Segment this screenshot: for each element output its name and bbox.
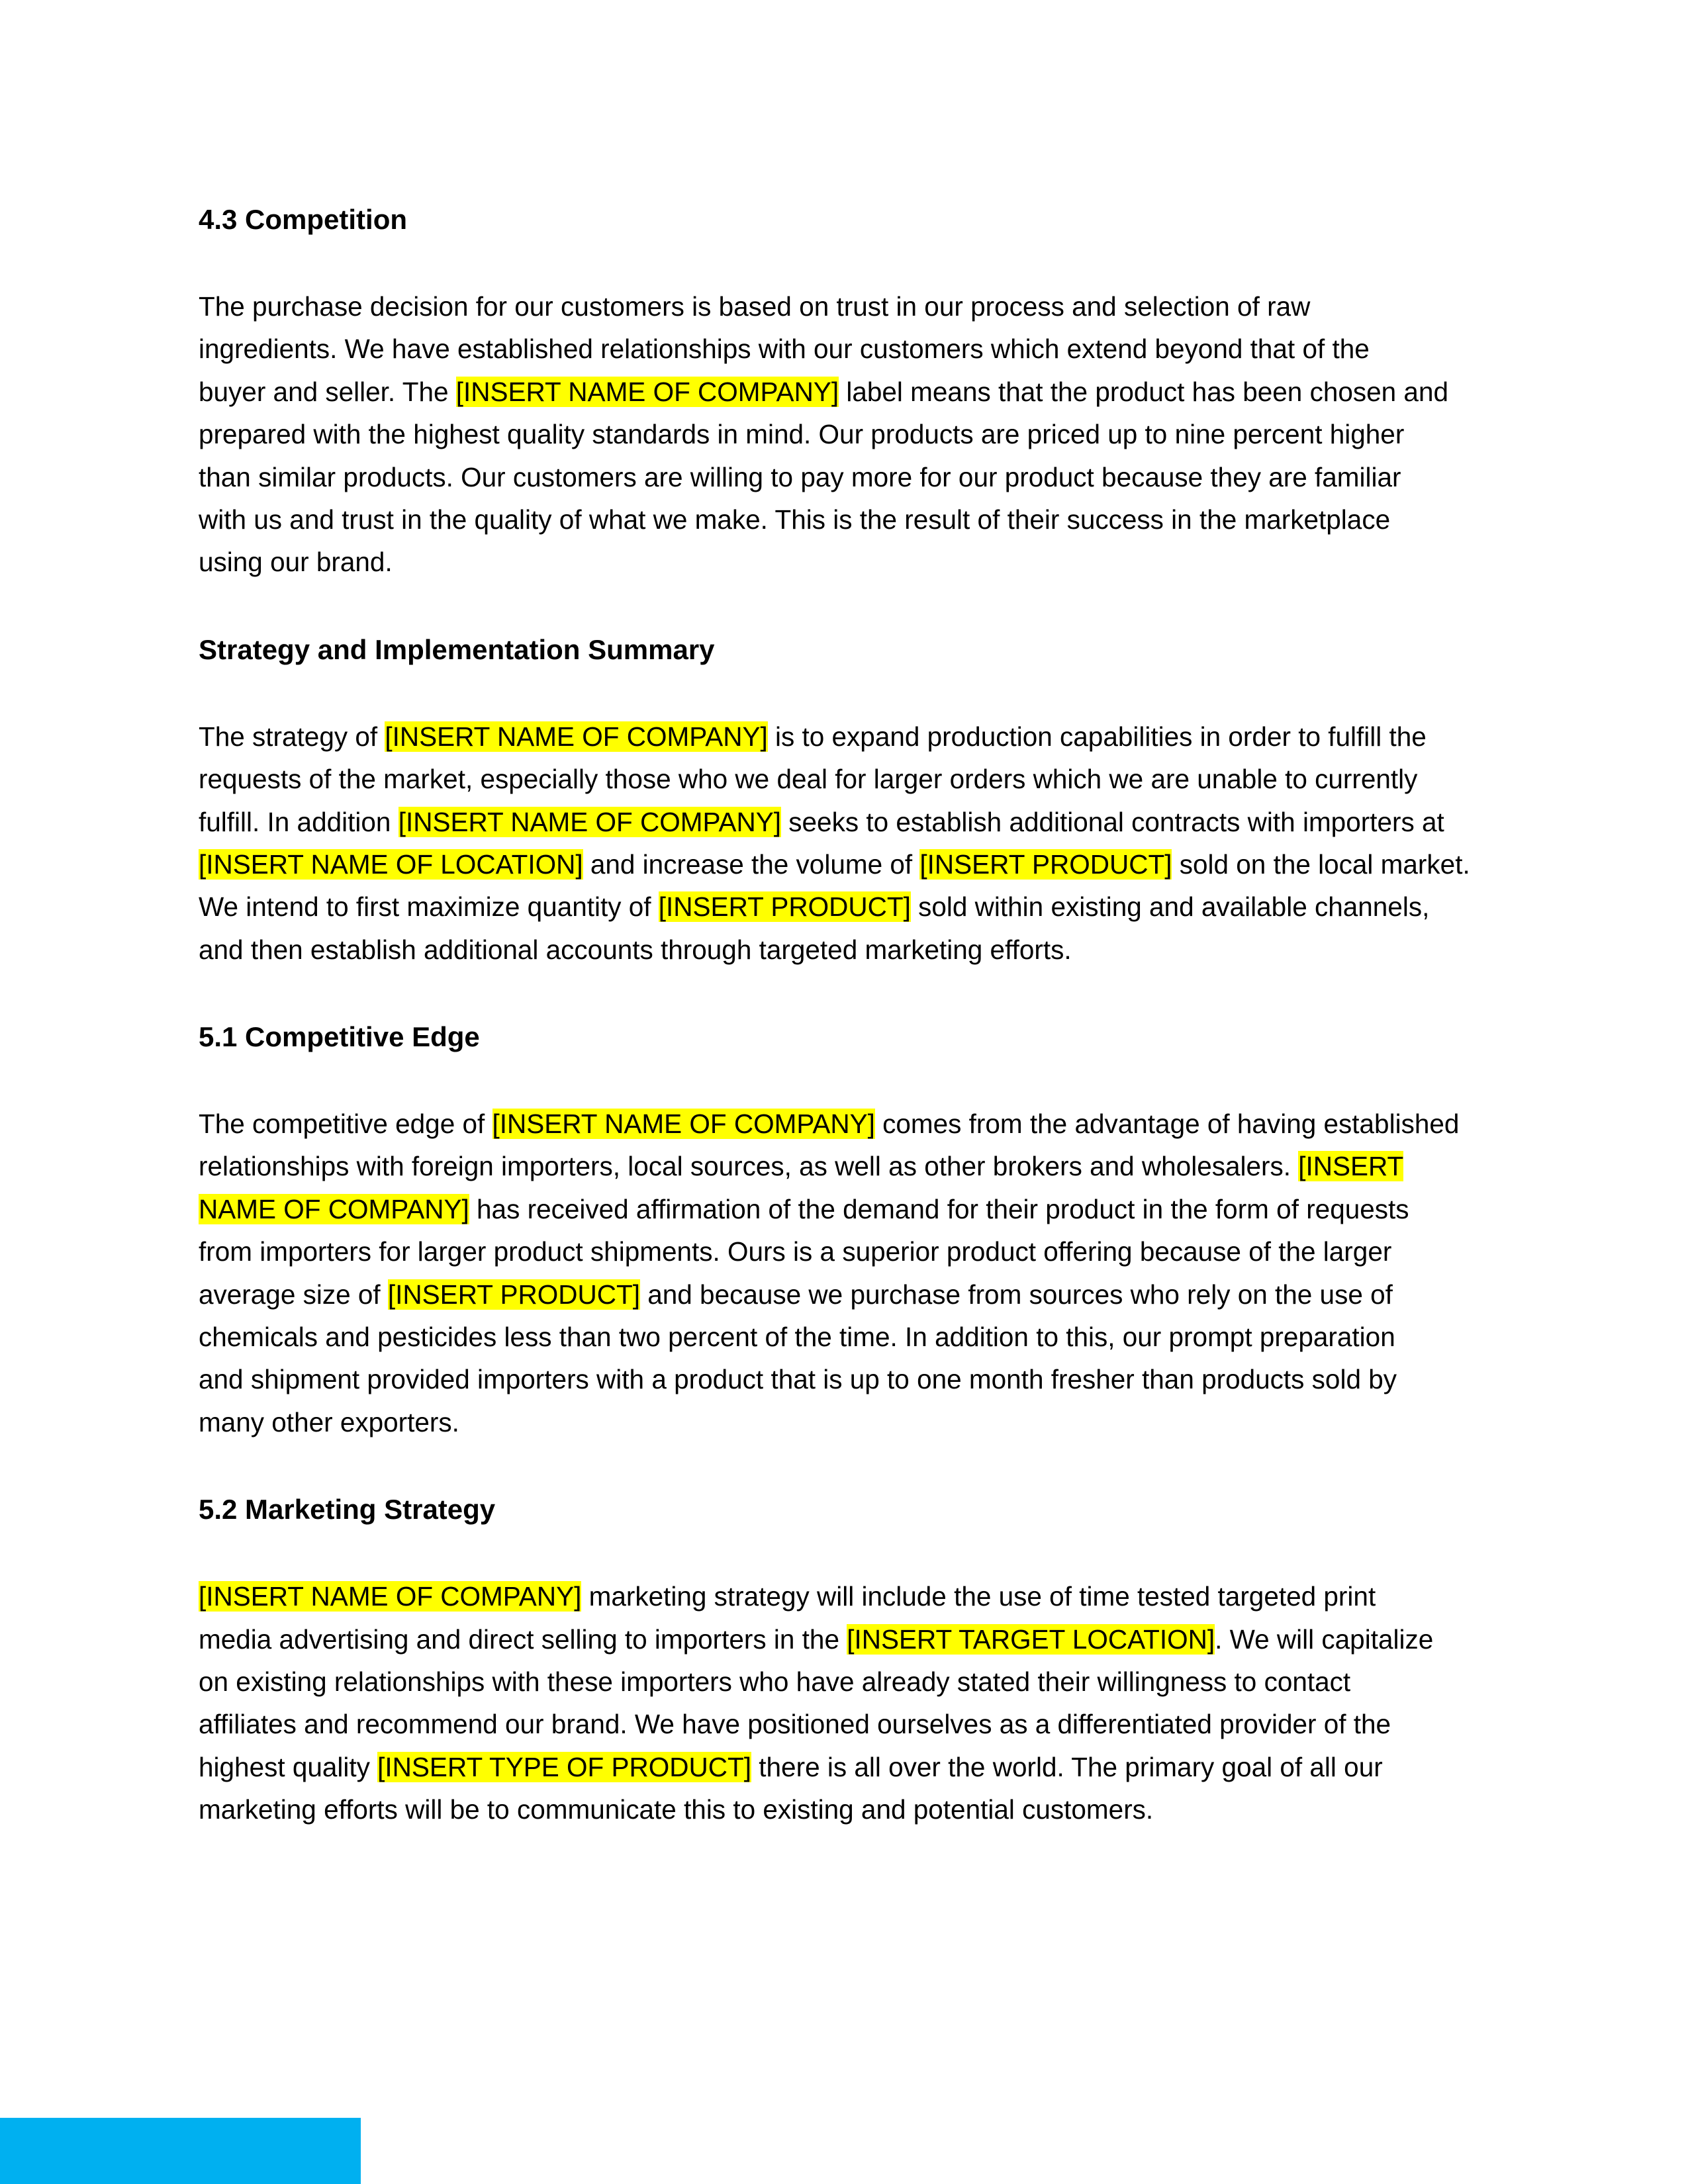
- placeholder-highlight: [INSERT NAME OF COMPANY]: [199, 1581, 582, 1612]
- section-heading: 5.1 Competitive Edge: [199, 1021, 480, 1053]
- paragraph-line: prepared with the highest quality standards in mind. Our products are priced up to nine percent higher: [199, 419, 1405, 450]
- paragraph-line: We intend to first maximize quantity of [INSERT PRODUCT] sold within existing and available channels,: [199, 891, 1430, 923]
- paragraph-line: using our brand.: [199, 547, 393, 578]
- section-paragraph: [199, 715, 1489, 971]
- placeholder-highlight: [INSERT NAME OF COMPANY]: [492, 1109, 875, 1140]
- paragraph-line: and shipment provided importers with a product that is up to one month fresher than products sold by: [199, 1364, 1397, 1395]
- section-paragraph: [199, 1575, 1489, 1831]
- paragraph-line: media advertising and direct selling to importers in the [INSERT TARGET LOCATION]. We will capitalize: [199, 1623, 1434, 1655]
- paragraph-line: on existing relationships with these importers who have already stated their willingness to contact: [199, 1666, 1351, 1697]
- paragraph-line: The strategy of [INSERT NAME OF COMPANY] is to expand production capabilities in order to fulfill the: [199, 721, 1427, 752]
- paragraph-line: ingredients. We have established relationships with our customers which extend beyond that of the: [199, 334, 1370, 365]
- placeholder-highlight: [INSERT PRODUCT]: [658, 891, 911, 923]
- document-body: [199, 199, 1489, 1831]
- placeholder-highlight: [INSERT TARGET LOCATION]: [847, 1623, 1215, 1655]
- paragraph-line: [INSERT NAME OF COMPANY] marketing strategy will include the use of time tested targeted print: [199, 1581, 1376, 1612]
- section-heading: 5.2 Marketing Strategy: [199, 1494, 496, 1525]
- paragraph-line: highest quality [INSERT TYPE OF PRODUCT] there is all over the world. The primary goal of all our: [199, 1751, 1383, 1782]
- placeholder-highlight: [INSERT: [1298, 1151, 1404, 1182]
- paragraph-line: The competitive edge of [INSERT NAME OF COMPANY] comes from the advantage of having established: [199, 1109, 1460, 1140]
- placeholder-highlight: [INSERT PRODUCT]: [919, 848, 1172, 880]
- paragraph-line: requests of the market, especially those who we deal for larger orders which we are unable to currently: [199, 764, 1418, 795]
- placeholder-highlight: NAME OF COMPANY]: [199, 1193, 469, 1224]
- paragraph-line: NAME OF COMPANY] has received affirmation of the demand for their product in the form of requests: [199, 1193, 1409, 1224]
- placeholder-highlight: [INSERT NAME OF COMPANY]: [385, 721, 768, 752]
- paragraph-line: chemicals and pesticides less than two percent of the time. In addition to this, our prompt preparation: [199, 1322, 1395, 1353]
- paragraph-line: The purchase decision for our customers is based on trust in our process and selection of raw: [199, 291, 1311, 322]
- placeholder-highlight: [INSERT TYPE OF PRODUCT]: [377, 1751, 752, 1782]
- placeholder-highlight: [INSERT PRODUCT]: [387, 1279, 640, 1310]
- paragraph-line: average size of [INSERT PRODUCT] and because we purchase from sources who rely on the use of: [199, 1279, 1393, 1310]
- placeholder-highlight: [INSERT NAME OF COMPANY]: [398, 806, 782, 837]
- section-paragraph: [199, 1103, 1489, 1443]
- section-paragraph: [199, 285, 1489, 584]
- paragraph-line: marketing efforts will be to communicate this to existing and potential customers.: [199, 1794, 1154, 1825]
- section-heading: Strategy and Implementation Summary: [199, 633, 715, 665]
- paragraph-line: and then establish additional accounts through targeted marketing efforts.: [199, 934, 1072, 965]
- paragraph-line: [INSERT NAME OF LOCATION] and increase the volume of [INSERT PRODUCT] sold on the local market.: [199, 848, 1470, 880]
- paragraph-line: buyer and seller. The [INSERT NAME OF COMPANY] label means that the product has been chosen and: [199, 376, 1448, 407]
- paragraph-line: from importers for larger product shipments. Ours is a superior product offering because of the larger: [199, 1236, 1392, 1267]
- paragraph-line: with us and trust in the quality of what we make. This is the result of their success in the marketplace: [199, 504, 1391, 535]
- paragraph-line: affiliates and recommend our brand. We have positioned ourselves as a differentiated provider of the: [199, 1709, 1391, 1740]
- paragraph-line: relationships with foreign importers, local sources, as well as other brokers and wholesalers. [INSERT: [199, 1151, 1404, 1182]
- section-heading: 4.3 Competition: [199, 204, 408, 235]
- paragraph-line: many other exporters.: [199, 1406, 459, 1437]
- placeholder-highlight: [INSERT NAME OF LOCATION]: [199, 848, 583, 880]
- placeholder-highlight: [INSERT NAME OF COMPANY]: [455, 376, 839, 407]
- paragraph-line: fulfill. In addition [INSERT NAME OF COMPANY] seeks to establish additional contracts with importers at: [199, 806, 1444, 837]
- footer-accent-bar: [0, 2118, 361, 2184]
- paragraph-line: than similar products. Our customers are willing to pay more for our product because they are familiar: [199, 461, 1401, 492]
